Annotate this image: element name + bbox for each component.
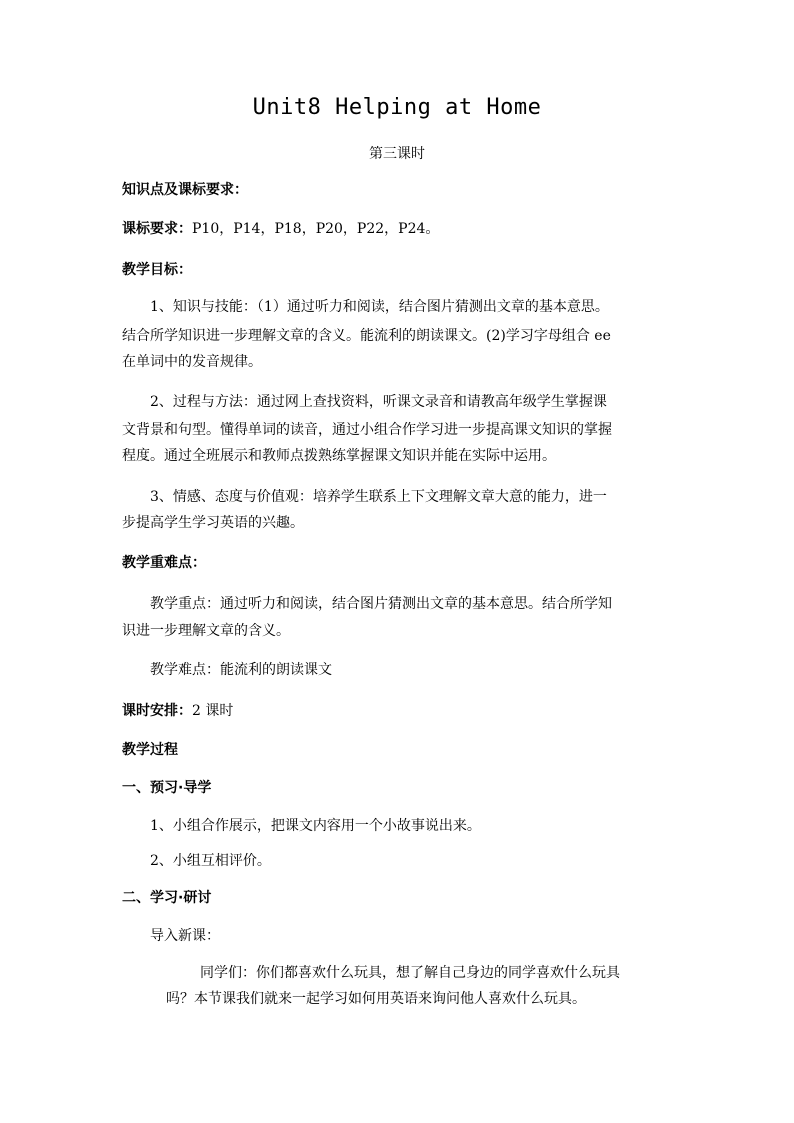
schedule-value: 2 课时 <box>192 703 234 719</box>
intro-text-line1: 同学们：你们都喜欢什么玩具，想了解自己身边的同学喜欢什么玩具 <box>200 965 620 981</box>
key-point-line2: 识进一步理解文章的含义。 <box>122 623 290 639</box>
section1-item2: 2、小组互相评价。 <box>150 853 271 869</box>
goal1-line3: 在单词中的发音规律。 <box>122 354 262 370</box>
heading-key-points: 教学重难点： <box>122 555 206 571</box>
goal2-line2: 文背景和句型。懂得单词的读音，通过小组合作学习进一步提高课文知识的掌握 <box>122 422 612 438</box>
heading-section1: 一、预习·导学 <box>122 780 212 796</box>
document-title: Unit8 Helping at Home <box>252 95 542 120</box>
standard-value: P10，P14，P18，P20，P22，P24。 <box>192 221 440 237</box>
heading-knowledge: 知识点及课标要求： <box>122 182 248 198</box>
goal2-line1: 2、过程与方法：通过网上查找资料，听课文录音和请教高年级学生掌握课 <box>150 394 607 410</box>
heading-goals: 教学目标： <box>122 262 192 278</box>
difficult-point: 教学难点：能流利的朗读课文 <box>150 662 332 678</box>
intro-label: 导入新课： <box>150 928 220 944</box>
lesson-subtitle: 第三课时 <box>369 146 425 162</box>
section1-item1: 1、小组合作展示，把课文内容用一个小故事说出来。 <box>150 818 481 834</box>
standard-requirements <box>122 218 678 240</box>
heading-process: 教学过程 <box>122 742 178 758</box>
standard-label: 课标要求： <box>122 221 192 237</box>
schedule <box>122 700 678 722</box>
intro-text-line2: 吗？本节课我们就来一起学习如何用英语来询问他人喜欢什么玩具。 <box>166 991 586 1007</box>
goal2-line3: 程度。通过全班展示和教师点拨熟练掌握课文知识并能在实际中运用。 <box>122 448 556 464</box>
heading-section2: 二、学习·研讨 <box>122 890 212 906</box>
schedule-label: 课时安排： <box>122 703 192 719</box>
goal3-line2: 步提高学生学习英语的兴趣。 <box>122 515 304 531</box>
goal1-line2: 结合所学知识进一步理解文章的含义。能流利的朗读课文。(2)学习字母组合 ee <box>122 328 611 344</box>
goal3-line1: 3、情感、态度与价值观：培养学生联系上下文理解文章大意的能力，进一 <box>150 489 607 505</box>
key-point-line1: 教学重点：通过听力和阅读，结合图片猜测出文章的基本意思。结合所学知 <box>150 596 612 612</box>
goal1-line1: 1、知识与技能：（1）通过听力和阅读，结合图片猜测出文章的基本意思。 <box>150 299 609 315</box>
